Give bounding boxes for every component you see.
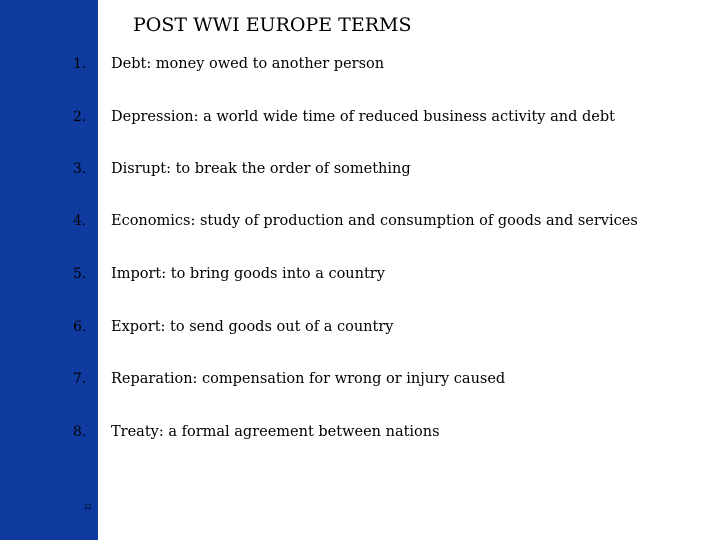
term-item [0,52,720,76]
term-definition: Disrupt: to break the order of something [111,161,411,177]
term-item [0,367,720,391]
term-item [0,105,720,129]
term-definition: Treaty: a formal agreement between nations [111,424,440,440]
term-number: 8. [73,424,87,440]
term-item [0,315,720,339]
slide-title: POST WWI EUROPE TERMS [133,14,412,36]
term-definition: Debt: money owed to another person [111,56,385,72]
term-definition: Export: to send goods out of a country [111,319,394,335]
slide-number: 22 [84,504,92,511]
term-number: 1. [73,56,87,72]
term-number: 2. [73,109,87,125]
term-definition: Depression: a world wide time of reduced business activity and debt [111,109,615,125]
term-item [0,157,720,181]
term-definition: Economics: study of production and consumption of goods and services [111,213,638,229]
term-item [0,420,720,444]
term-item [0,209,720,233]
term-definition: Reparation: compensation for wrong or injury caused [111,371,506,387]
term-number: 6. [73,319,87,335]
term-number: 5. [73,266,87,282]
term-number: 7. [73,371,87,387]
term-item [0,262,720,286]
term-number: 4. [73,213,87,229]
term-number: 3. [73,161,87,177]
term-definition: Import: to bring goods into a country [111,266,385,282]
